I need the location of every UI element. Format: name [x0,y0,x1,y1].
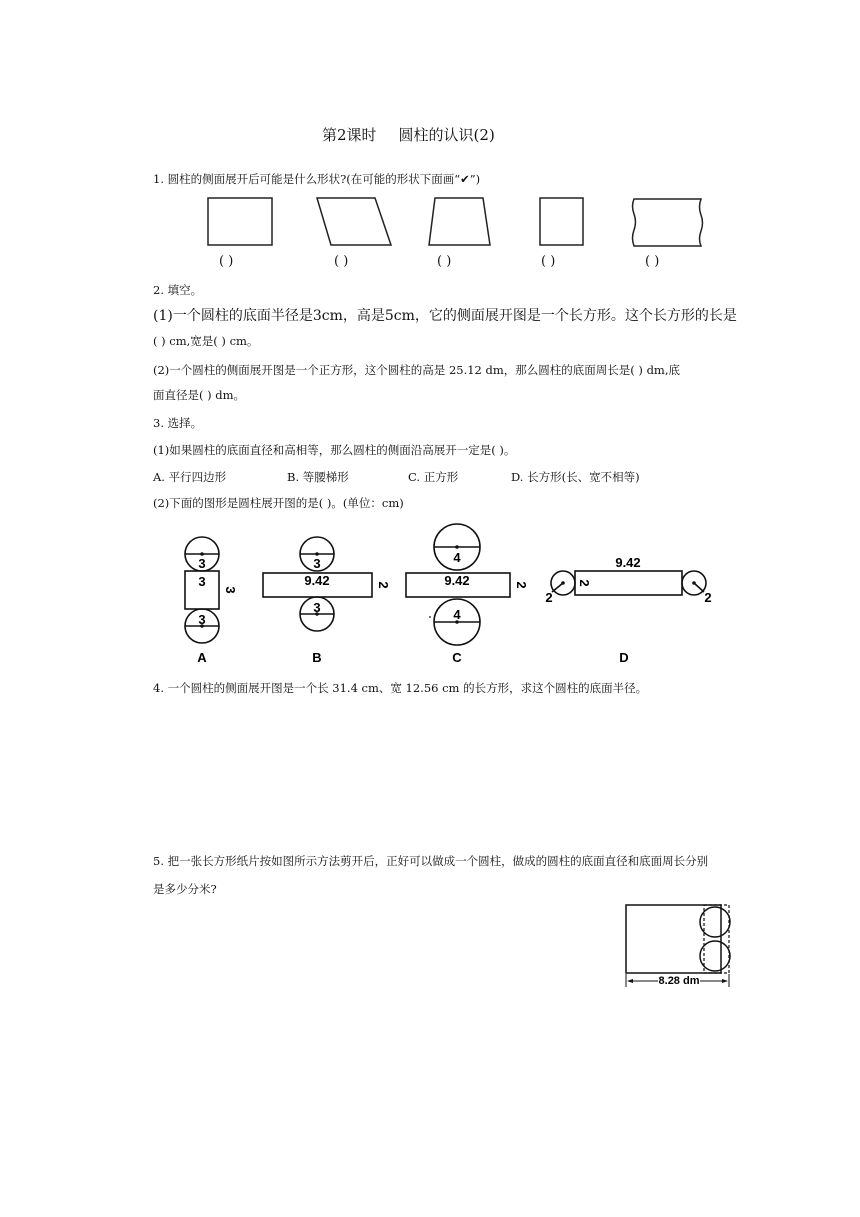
fig-b-side-label: 2 [376,581,391,589]
question-2-heading: 2. 填空。 [153,283,203,297]
shape-trapezoid [429,198,490,245]
lesson-topic: 圆柱的认识(2) [398,126,495,144]
fig-a-rect-label: 3 [198,574,206,589]
question-2-part-1-line-2: ( ) cm,宽是( ) cm。 [153,334,259,348]
fig-a-side-label: 3 [223,586,238,594]
q1-option-1[interactable]: ( ) [219,254,234,269]
choice-c[interactable]: C. 正方形 [408,470,459,484]
lesson-number: 第2课时 [322,126,377,144]
question-2-part-2-line-1: (2)一个圆柱的侧面展开图是一个正方形，这个圆柱的高是 25.12 dm，那么圆柱的底面周长是( ) dm,底 [153,363,680,377]
question-3-part-1: (1)如果圆柱的底面直径和高相等，那么圆柱的侧面沿高展开一定是( )。 [153,443,516,457]
fig-a-bottom-diameter: 3 [198,612,206,627]
question-1-text: 1. 圆柱的侧面展开后可能是什么形状?(在可能的形状下面画“✔”) [153,172,481,186]
fig-b-label: B [312,650,322,665]
fig-d-top-label: 9.42 [615,555,641,570]
q5-dimension-label: 8.28 dm [658,975,700,987]
question-3-part-2: (2)下面的图形是圆柱展开图的是( )。(单位：cm) [153,496,404,510]
shape-rectangle-2 [540,198,583,245]
choice-d[interactable]: D. 长方形(长、宽不相等) [511,470,640,484]
question-2-part-2-line-2: 面直径是( ) dm。 [153,388,246,402]
q1-option-4[interactable]: ( ) [541,254,556,269]
fig-d-right-radius: 2 [704,590,712,605]
question-5-line-2: 是多少分米? [153,882,217,896]
q1-option-5[interactable]: ( ) [645,254,660,269]
fig-c-top-diameter: 4 [453,550,461,565]
q5-paper-figure [620,900,740,992]
shape-parallelogram [317,198,391,245]
question-3-heading: 3. 选择。 [153,416,203,430]
page-title [322,124,495,145]
q1-option-3[interactable]: ( ) [437,254,452,269]
fig-a-label: A [197,650,207,665]
q1-shapes [200,193,720,253]
question-4-text: 4. 一个圆柱的侧面展开图是一个长 31.4 cm、宽 12.56 cm 的长方形，求这个圆柱的底面半径。 [153,681,648,695]
fig-d-label: D [619,650,629,665]
cylinder-net-figures [150,518,730,668]
fig-b-top-diameter: 3 [313,556,321,571]
shape-wavy-rectangle [633,199,703,246]
fig-b-bottom-diameter: 3 [313,600,321,615]
fig-a-top-diameter: 3 [198,556,206,571]
fig-b-rect-label: 9.42 [304,573,330,588]
shape-rectangle-1 [208,198,272,245]
fig-d-left-radius: 2 [545,590,553,605]
choice-a[interactable]: A. 平行四边形 [153,470,227,484]
question-5-line-1: 5. 把一张长方形纸片按如图所示方法剪开后，正好可以做成一个圆柱，做成的圆柱的底面直径和底面周长分别 [153,854,709,868]
fig-c-rect-label: 9.42 [444,573,470,588]
q1-option-2[interactable]: ( ) [334,254,349,269]
question-2-part-1-line-1: (1)一个圆柱的底面半径是3cm，高是5cm，它的侧面展开图是一个长方形。这个长方形的长是 [153,308,737,324]
choice-b[interactable]: B. 等腰梯形 [287,470,349,484]
fig-c-label: C [452,650,462,665]
fig-d-side-label: 2 [577,579,592,587]
fig-c-bottom-diameter: 4 [453,607,461,622]
fig-c-side-label: 2 [514,581,529,589]
